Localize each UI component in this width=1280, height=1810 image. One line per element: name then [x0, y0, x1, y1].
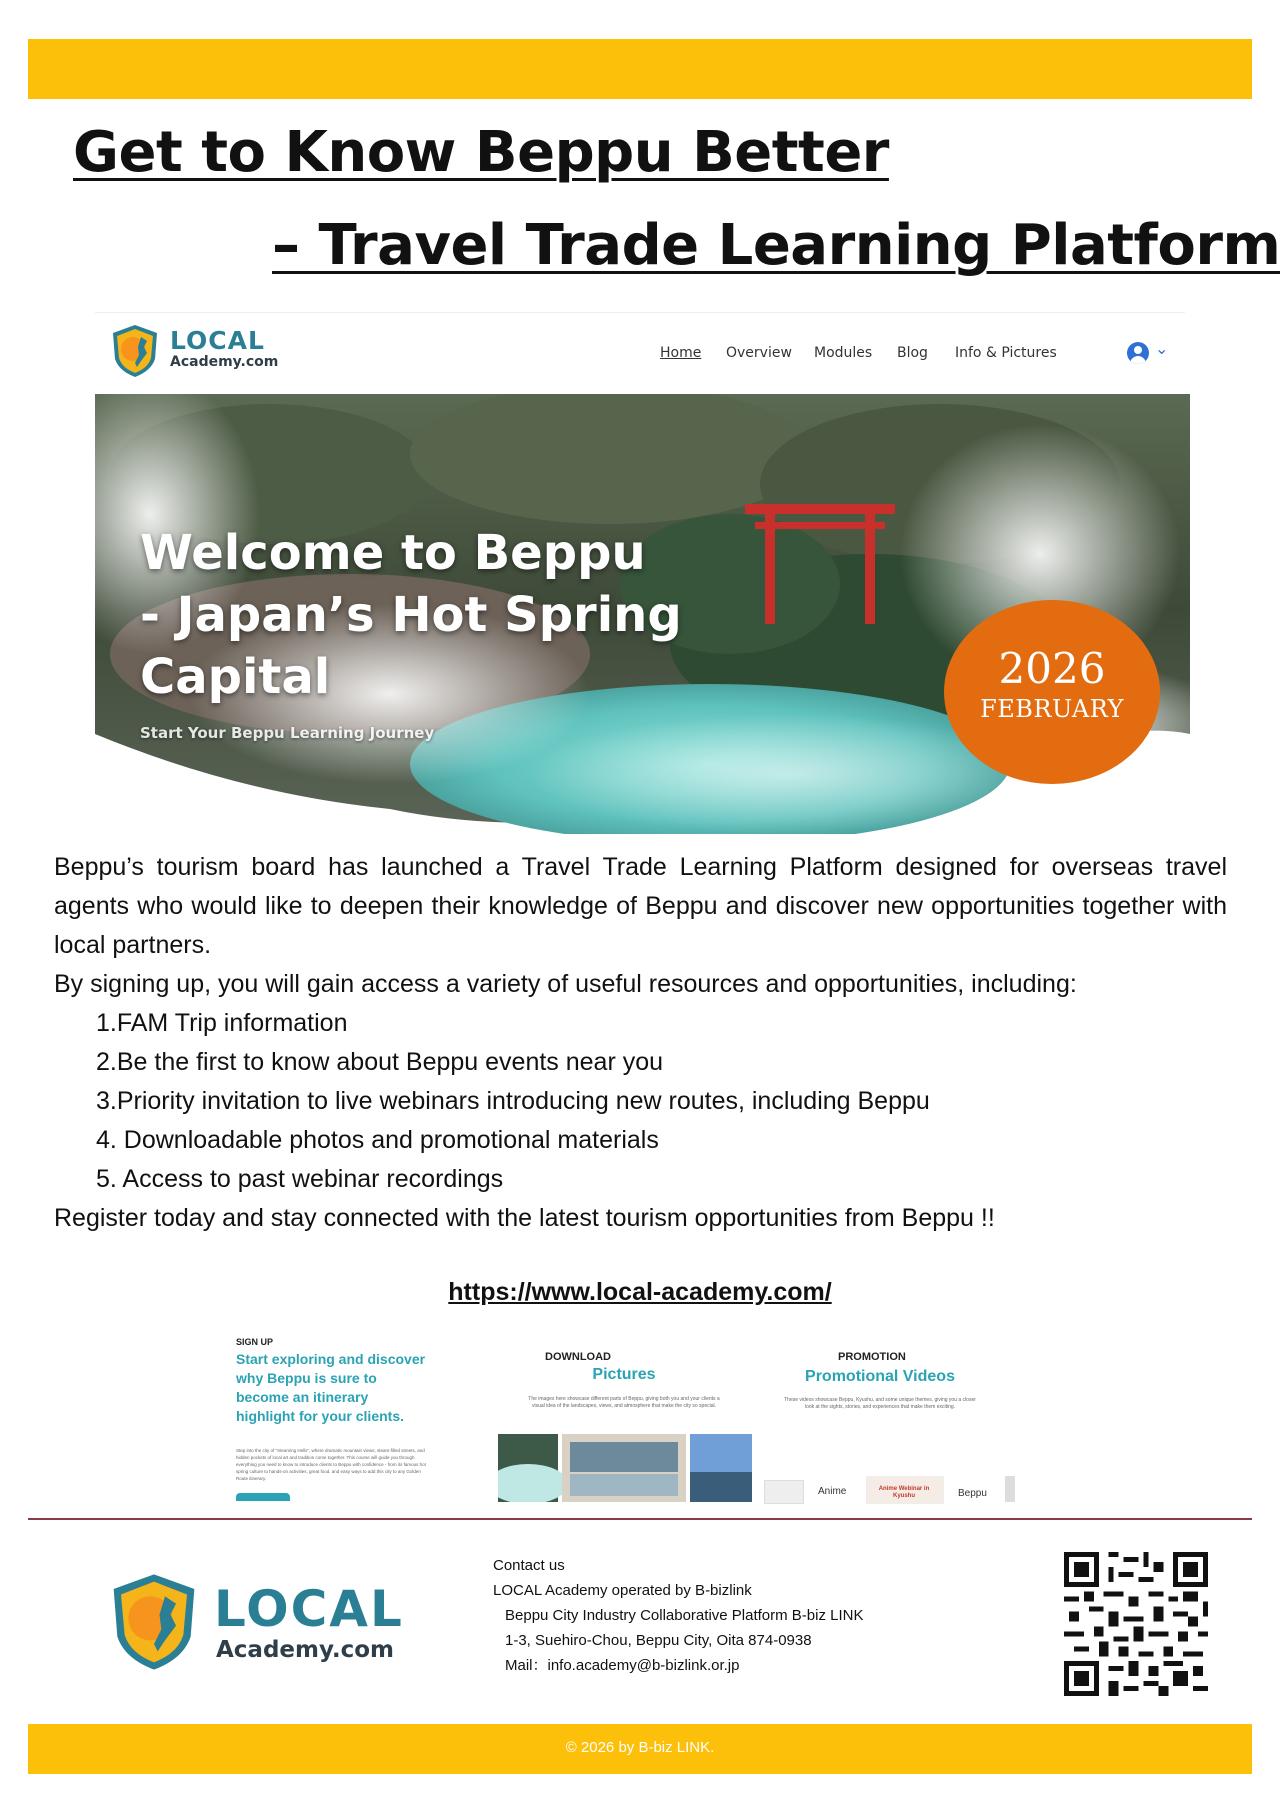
hero-title-line: Welcome to Beppu — [140, 525, 646, 581]
chevron-down-icon[interactable]: ⌄ — [1155, 339, 1169, 358]
footer-logo-domain: Academy.com — [216, 1637, 395, 1663]
promotion-label: PROMOTION — [838, 1351, 906, 1363]
body-text — [54, 848, 1227, 1238]
qr-code[interactable] — [1064, 1552, 1208, 1696]
promotion-text: These videos showcase Beppu, Kyushu, and some unique themes, giving you a closer look at the sights, stories, and experiences that make them exciting. — [784, 1397, 976, 1410]
closing-paragraph: Register today and stay connected with the latest tourism opportunities from Beppu !! — [54, 1204, 995, 1232]
video-thumb[interactable] — [1005, 1476, 1015, 1502]
hero-cta-text[interactable]: Start Your Beppu Learning Journey — [140, 724, 435, 742]
badge-year: 2026 — [998, 644, 1106, 693]
video-label-webinar[interactable]: Anime Webinar in Kyushu — [878, 1486, 930, 1499]
badge-month: FEBRUARY — [980, 695, 1124, 723]
contact-address: 1-3, Suehiro-Chou, Beppu City, Oita 874-0938 — [505, 1632, 812, 1649]
footer-bar — [28, 1724, 1252, 1774]
contact-email[interactable]: Mail：info.academy@b-bizlink.or.jp — [505, 1657, 740, 1674]
signup-label: SIGN UP — [236, 1337, 274, 1347]
site-logo-domain: Academy.com — [170, 354, 279, 370]
footer-divider — [28, 1518, 1252, 1520]
local-academy-shield-icon — [111, 323, 159, 379]
date-badge — [944, 600, 1160, 784]
list-item: 1.FAM Trip information — [96, 1009, 348, 1037]
copyright-text: © 2026 by B-biz LINK. — [565, 1739, 715, 1756]
list-item: 2.Be the first to know about Beppu events near you — [96, 1048, 664, 1076]
site-logo-name: LOCAL — [170, 326, 265, 355]
lead-paragraph: By signing up, you will gain access a variety of useful resources and opportunities, including: — [54, 970, 1077, 998]
footer-logo — [214, 1582, 404, 1664]
contact-line: Beppu City Industry Collaborative Platform B-biz LINK — [505, 1607, 864, 1624]
nav-home[interactable]: Home — [660, 345, 702, 361]
video-thumb[interactable] — [764, 1480, 804, 1504]
video-label-anime[interactable]: Anime — [818, 1486, 847, 1497]
nav-info-pictures[interactable]: Info & Pictures — [955, 345, 1057, 361]
site-header — [95, 312, 1185, 393]
list-item: 3.Priority invitation to live webinars introducing new routes, including Beppu — [96, 1087, 930, 1115]
page-title: Get to Know Beppu Better — [73, 120, 889, 185]
video-label-beppu[interactable]: Beppu — [958, 1488, 987, 1499]
promotion-heading: Promotional Videos — [805, 1368, 955, 1385]
top-banner-bar — [28, 39, 1252, 99]
local-academy-shield-icon — [110, 1570, 198, 1674]
download-label: DOWNLOAD — [545, 1351, 611, 1363]
list-item: 5. Access to past webinar recordings — [96, 1165, 504, 1193]
user-account-icon[interactable] — [1127, 342, 1149, 364]
hero-title-line: - Japan’s Hot Spring — [140, 587, 682, 643]
list-item: 4. Downloadable photos and promotional materials — [96, 1126, 659, 1154]
contact-line: LOCAL Academy operated by B-bizlink — [493, 1582, 752, 1599]
nav-modules[interactable]: Modules — [814, 345, 873, 361]
hero-title-line: Capital — [140, 649, 331, 705]
signup-text: Step into the city of "Steaming Hells", where dramatic mountain views, steam-filled streets, and hidden pockets of local art and tradition come together. This course will guide you through everything you need to know to introduce clients to Beppu with confidence - from its famous hot spring culture to hands-on activities, great food, and easy ways to add this city to any Golden Route itinerary. — [236, 1448, 426, 1481]
contact-heading: Contact us — [493, 1557, 565, 1574]
contact-block — [493, 1553, 863, 1678]
signup-heading: Start exploring and discover why Beppu is sure to become an itinerary highlight for your clients. — [236, 1351, 426, 1424]
picture-thumbnails[interactable] — [498, 1434, 752, 1502]
nav-overview[interactable]: Overview — [726, 345, 792, 361]
page-subtitle: – Travel Trade Learning Platform — [272, 213, 1280, 278]
hero-title — [140, 522, 682, 708]
footer-logo-name: LOCAL — [214, 1580, 404, 1638]
intro-paragraph: Beppu’s tourism board has launched a Travel Trade Learning Platform designed for overseas travel agents who would like to deepen their knowledge of Beppu and discover new opportunities together with local partners. — [54, 853, 1227, 959]
website-link[interactable]: https://www.local-academy.com/ — [448, 1278, 832, 1306]
download-heading: Pictures — [592, 1366, 656, 1383]
site-logo[interactable] — [170, 327, 278, 370]
signup-button[interactable] — [236, 1493, 290, 1501]
nav-blog[interactable]: Blog — [897, 345, 928, 361]
download-text: The images here showcase different parts of Beppu, giving both you and your clients a visual idea of the landscapes, views, and atmosphere that make the city so special. — [528, 1396, 720, 1409]
